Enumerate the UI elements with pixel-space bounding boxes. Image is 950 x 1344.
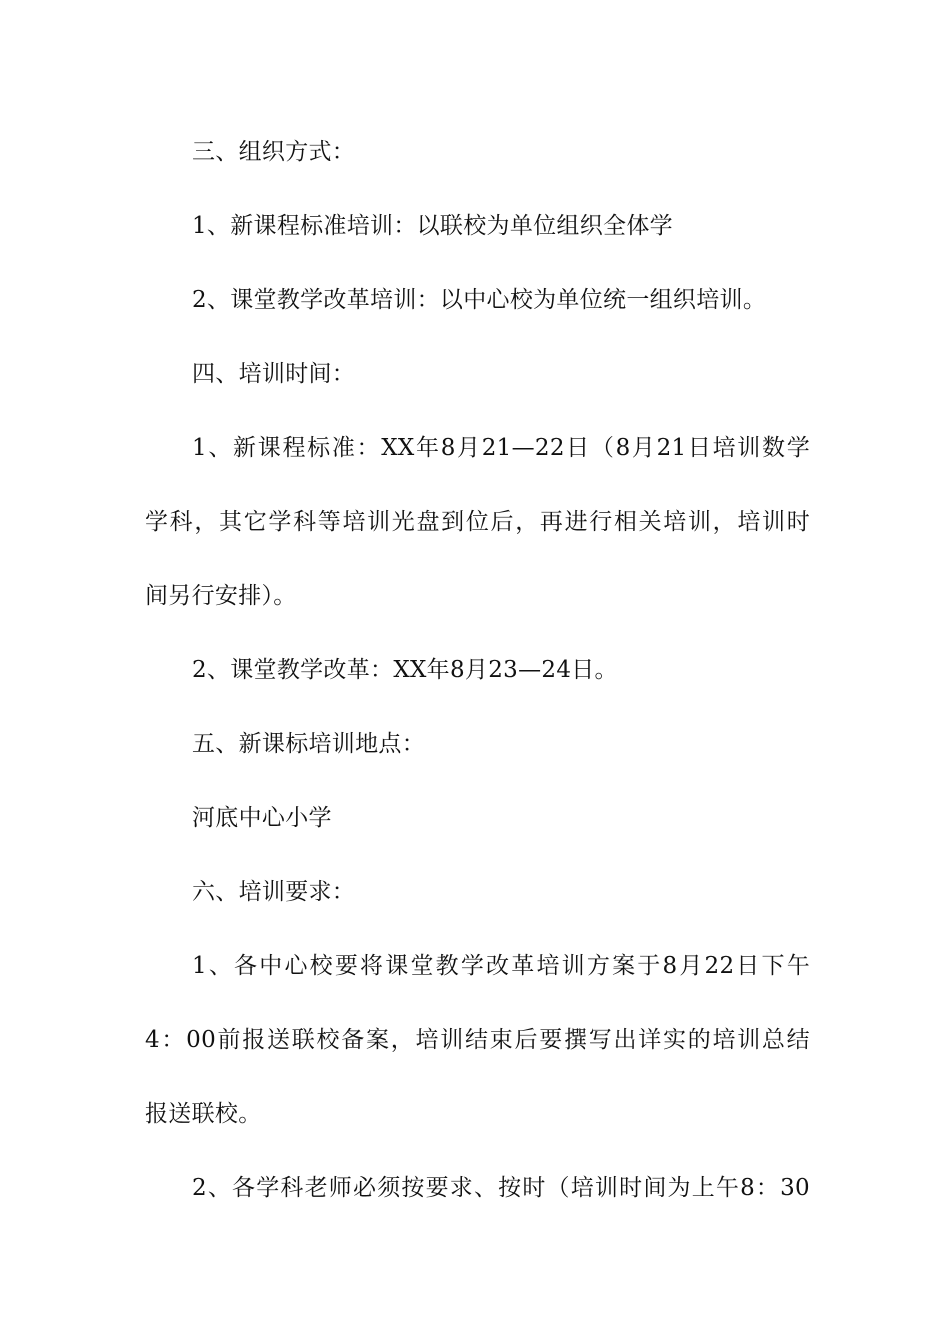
section-three-heading: 三、组织方式： — [192, 139, 356, 165]
section-three-item-2: 2、课堂教学改革培训：以中心校为单位统一组织培训。 — [192, 287, 767, 313]
section-three-item-1: 1、新课程标准培训：以联校为单位组织全体学 — [192, 213, 673, 239]
section-four-item-1-line-2: 学科，其它学科等培训光盘到位后，再进行相关培训，培训时 — [145, 509, 810, 535]
section-six-item-1-line-1: 1、各中心校要将课堂教学改革培训方案于8月22日下午 — [192, 953, 810, 979]
section-four-item-2: 2、课堂教学改革：XX年8月23—24日。 — [192, 657, 618, 683]
section-five-location: 河底中心小学 — [192, 805, 332, 831]
section-four-item-1-line-3: 间另行安排）。 — [145, 583, 297, 609]
section-four-item-1-line-1: 1、新课程标准：XX年8月21—22日（8月21日培训数学 — [192, 435, 810, 461]
section-six-heading: 六、培训要求： — [192, 879, 356, 905]
section-six-item-1-line-3: 报送联校。 — [145, 1101, 262, 1127]
section-four-heading: 四、培训时间： — [192, 361, 356, 387]
section-six-item-1-line-2: 4：00前报送联校备案，培训结束后要撰写出详实的培训总结 — [145, 1027, 810, 1053]
section-six-item-2-line-1: 2、各学科老师必须按要求、按时（培训时间为上午8：30 — [192, 1175, 810, 1201]
section-five-heading: 五、新课标培训地点： — [192, 731, 425, 757]
